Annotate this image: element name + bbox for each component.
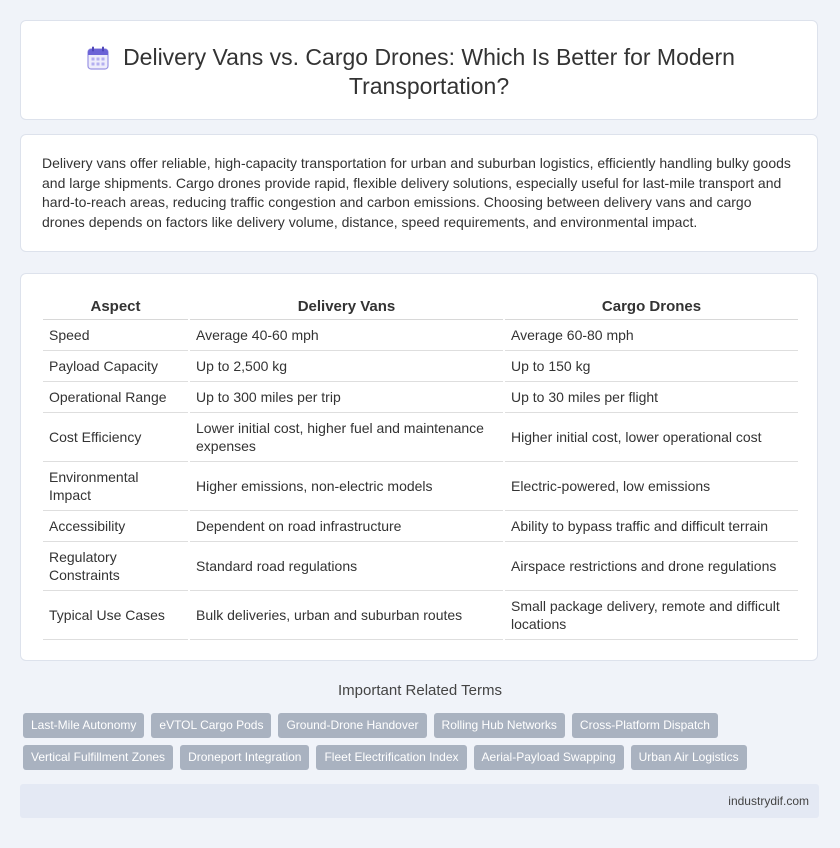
intro-card [20,134,818,252]
related-term-tag[interactable]: Last-Mile Autonomy [23,713,144,738]
cell-vans: Bulk deliveries, urban and suburban routes [189,591,504,640]
table-header-row [43,294,798,320]
comparison-card [20,273,818,661]
table-row [43,382,798,413]
related-term-tag[interactable]: Urban Air Logistics [631,745,747,770]
cell-vans: Average 40-60 mph [189,320,504,351]
related-terms-row [23,713,718,738]
cell-vans: Higher emissions, non-electric models [189,462,504,511]
cell-aspect: Environmental Impact [43,462,189,511]
cell-aspect: Speed [43,320,189,351]
table-row [43,542,798,591]
cell-aspect: Payload Capacity [43,351,189,382]
table-row [43,351,798,382]
cell-aspect: Accessibility [43,511,189,542]
site-link[interactable]: industrydif.com [728,794,809,808]
cell-drones: Average 60-80 mph [504,320,798,351]
cell-aspect: Typical Use Cases [43,591,189,640]
page-title: Delivery Vans vs. Cargo Drones: Which Is Better for Modern Transportation? [123,44,735,99]
related-term-tag[interactable]: Ground-Drone Handover [278,713,426,738]
cell-aspect: Regulatory Constraints [43,542,189,591]
table-row [43,511,798,542]
header-aspect: Aspect [43,294,189,320]
cell-vans: Standard road regulations [189,542,504,591]
cell-vans: Up to 2,500 kg [189,351,504,382]
table-row [43,591,798,640]
table-row [43,320,798,351]
header-delivery-vans: Delivery Vans [189,294,504,320]
related-term-tag[interactable]: Droneport Integration [180,745,309,770]
cell-drones: Electric-powered, low emissions [504,462,798,511]
related-terms-row [23,745,747,770]
related-term-tag[interactable]: Vertical Fulfillment Zones [23,745,173,770]
related-term-tag[interactable]: Cross-Platform Dispatch [572,713,718,738]
cell-vans: Dependent on road infrastructure [189,511,504,542]
cell-drones: Airspace restrictions and drone regulations [504,542,798,591]
related-term-tag[interactable]: eVTOL Cargo Pods [151,713,271,738]
header-card [20,20,818,120]
cell-drones: Ability to bypass traffic and difficult terrain [504,511,798,542]
cell-vans: Lower initial cost, higher fuel and maintenance expenses [189,413,504,462]
cell-drones: Up to 30 miles per flight [504,382,798,413]
cell-drones: Up to 150 kg [504,351,798,382]
related-terms-heading: Important Related Terms [338,682,502,699]
header-cargo-drones: Cargo Drones [504,294,798,320]
related-term-tag[interactable]: Rolling Hub Networks [434,713,565,738]
table-row [43,462,798,511]
related-term-tag[interactable]: Aerial-Payload Swapping [474,745,624,770]
related-term-tag[interactable]: Fleet Electrification Index [316,745,466,770]
comparison-table [43,294,798,640]
table-row [43,413,798,462]
cell-aspect: Operational Range [43,382,189,413]
cell-drones: Small package delivery, remote and difficult locations [504,591,798,640]
footer-bar [20,784,819,818]
cell-aspect: Cost Efficiency [43,413,189,462]
intro-paragraph: Delivery vans offer reliable, high-capacity transportation for urban and suburban logistics, efficiently handling bulky goods and large shipments. Cargo drones provide rapid, flexible delivery solutions, especially useful for last-mile transport and hard-to-reach areas, reducing traffic congestion and carbon emissions. Choosing between delivery vans and cargo drones depends on factors like delivery volume, distance, speed requirements, and environmental impact. [42,155,791,230]
cell-vans: Up to 300 miles per trip [189,382,504,413]
cell-drones: Higher initial cost, lower operational cost [504,413,798,462]
